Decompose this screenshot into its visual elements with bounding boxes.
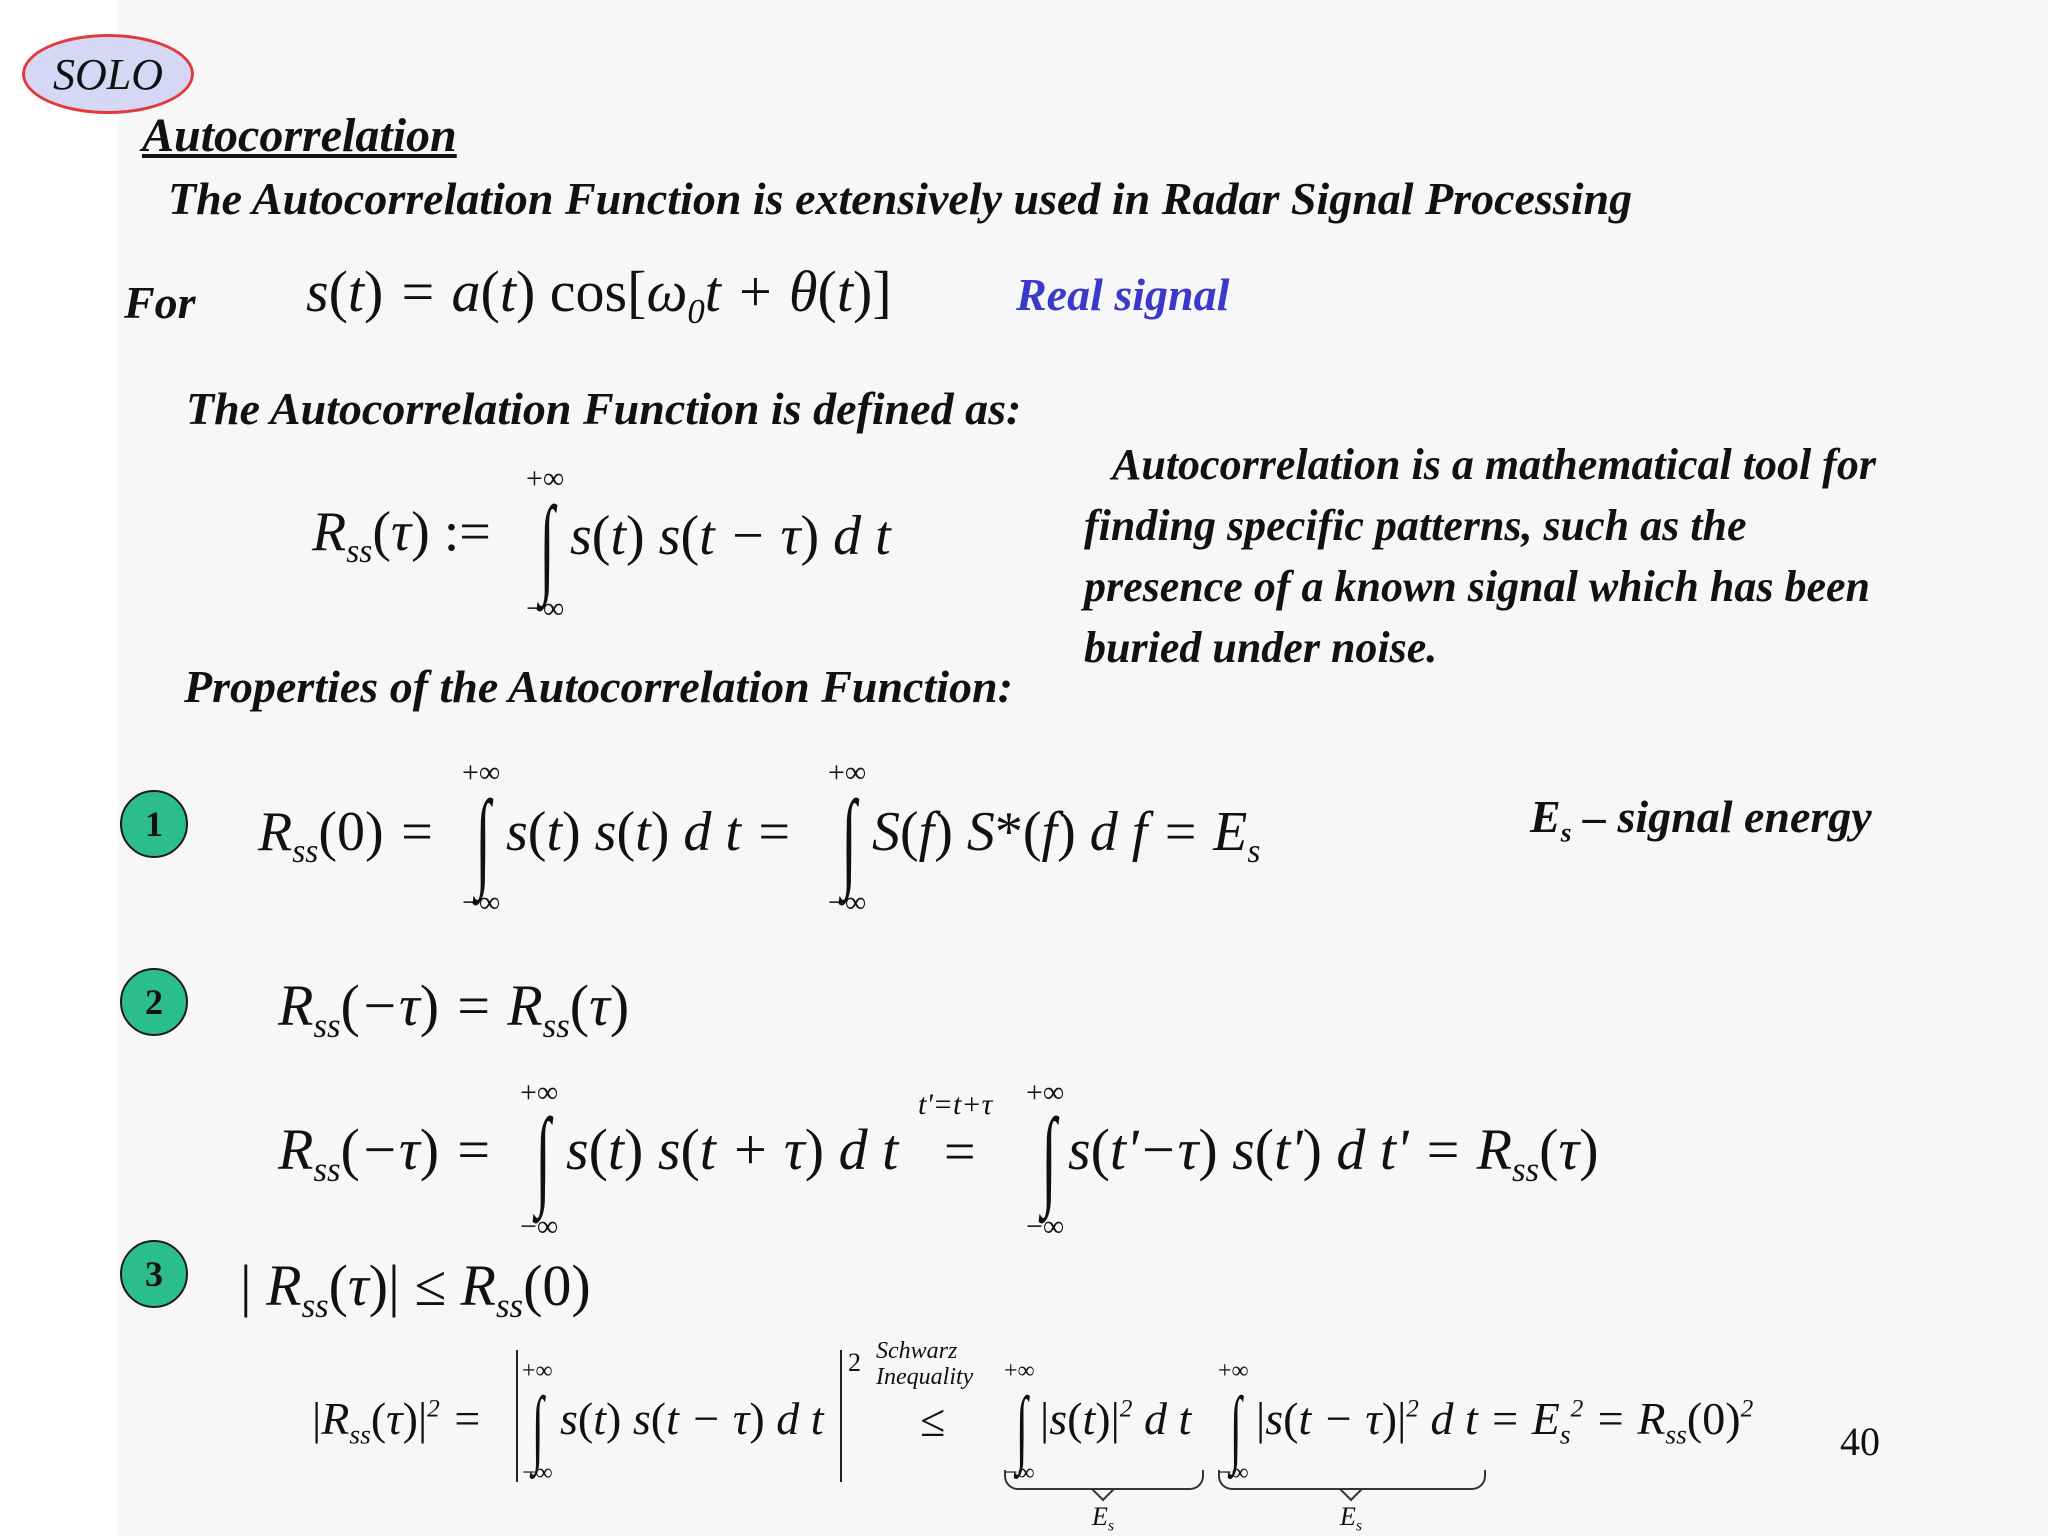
property-1-lhs: $R_{ss}(0)$ =	[258, 801, 436, 870]
definition-label: The Autocorrelation Function is defined as:	[186, 383, 1022, 434]
p3-upper-limit-1: +∞	[522, 1358, 553, 1384]
p3-upper-limit-3: +∞	[1218, 1358, 1249, 1384]
definition-upper-limit: +∞	[526, 462, 565, 495]
note-line-1: Autocorrelation is a mathematical tool for	[1112, 440, 1876, 489]
p3-lower-limit-2: −∞	[1004, 1460, 1035, 1486]
solo-badge: SOLO	[22, 34, 194, 114]
p3-lower-limit-3: −∞	[1218, 1460, 1249, 1486]
integral-icon: ∫	[539, 484, 555, 606]
intro-text: The Autocorrelation Function is extensively used in Radar Signal Processing	[168, 173, 1633, 224]
substitution-label: t'=t+τ	[918, 1088, 993, 1121]
squared-exponent: 2	[848, 1348, 861, 1377]
properties-label: Properties of the Autocorrelation Function:	[184, 661, 1013, 712]
real-signal-label: Real signal	[1016, 269, 1230, 320]
property-1-badge: 1	[120, 790, 188, 858]
note-line-4: buried under noise.	[1084, 623, 1438, 672]
schwarz-label-line-1: Schwarz	[876, 1338, 958, 1364]
property-3-badge: 3	[120, 1240, 188, 1308]
property-2-proof-rhs: s(t'−τ) s(t') d $t' = R_{ss}(\tau)$	[1068, 1117, 1599, 1190]
schwarz-label	[876, 1338, 973, 1390]
property-3-proof-lhs: $|R_{ss}(\tau)|^2$ =	[312, 1393, 483, 1450]
integral-icon: ∫	[535, 1096, 551, 1218]
page-number: 40	[1840, 1419, 1880, 1464]
p2-lower-limit-1: −∞	[520, 1210, 559, 1243]
property-1-middle: s(t) s(t) d t =	[506, 801, 793, 863]
slide-title: Autocorrelation	[142, 109, 457, 162]
p1-lower-limit-1: −∞	[462, 886, 501, 919]
property-2-proof-lhs: $R_{ss}(-\tau)$ =	[278, 1117, 493, 1190]
property-3-proof-integrand: s(t) s(t − τ) d t	[560, 1393, 824, 1444]
abs-bar-right	[840, 1350, 842, 1482]
substitution-equals: =	[944, 1121, 976, 1183]
integral-icon: ∫	[1229, 1379, 1242, 1475]
p3-upper-limit-2: +∞	[1004, 1358, 1035, 1384]
p2-upper-limit-2: +∞	[1026, 1076, 1065, 1109]
integral-icon: ∫	[1041, 1096, 1057, 1218]
property-2-proof-middle: s(t) s(t + τ) d t	[566, 1117, 899, 1182]
underbrace-1-label: $E_s$	[1092, 1502, 1114, 1535]
p1-upper-limit-1: +∞	[462, 756, 501, 789]
abs-bar-left	[516, 1350, 518, 1482]
p1-upper-limit-2: +∞	[828, 756, 867, 789]
property-3-term-1: $|s(t)|^2$ d t	[1040, 1393, 1192, 1444]
property-3-equation: | $R_{ss}(\tau)| \le R_{ss}(0)$	[240, 1253, 591, 1326]
definition-integrand: s(t) s(t − τ) d t	[570, 505, 891, 567]
for-label: For	[124, 277, 196, 328]
integral-icon: ∫	[1015, 1379, 1028, 1475]
p2-upper-limit-1: +∞	[520, 1076, 559, 1109]
property-2-badge: 2	[120, 968, 188, 1036]
property-1-rhs: S(f) S*(f) d $f = E_s$	[872, 801, 1261, 870]
definition-lower-limit: −∞	[526, 592, 565, 625]
definition-equation: $R_{ss}(\tau)$ :=	[312, 501, 491, 570]
signal-equation: s(t) = a(t) $\cos[\omega_0t + \theta(t)]$	[306, 259, 892, 332]
underbrace-2-label: $E_s$	[1340, 1502, 1362, 1535]
property-3-term-2: $|s(t - \tau)|^2$ d $t = E_s^2 = R_{ss}(0)^2$	[1256, 1393, 1754, 1450]
integral-icon: ∫	[475, 778, 491, 900]
p1-lower-limit-2: −∞	[828, 886, 867, 919]
p3-lower-limit-1: −∞	[522, 1460, 553, 1486]
leq-symbol: ≤	[920, 1395, 946, 1446]
integral-icon: ∫	[841, 778, 857, 900]
schwarz-label-line-2: Inequality	[876, 1364, 974, 1390]
note-line-2: finding specific patterns, such as the	[1084, 501, 1747, 550]
integral-icon: ∫	[531, 1379, 544, 1475]
note-block	[1084, 434, 1876, 678]
note-line-3: presence of a known signal which has been	[1084, 562, 1870, 611]
p2-lower-limit-2: −∞	[1026, 1210, 1065, 1243]
property-2-equation: $R_{ss}(-\tau) = R_{ss}(\tau)$	[278, 973, 630, 1046]
property-1-aside: $E_s$ – signal energy	[1530, 791, 1872, 848]
